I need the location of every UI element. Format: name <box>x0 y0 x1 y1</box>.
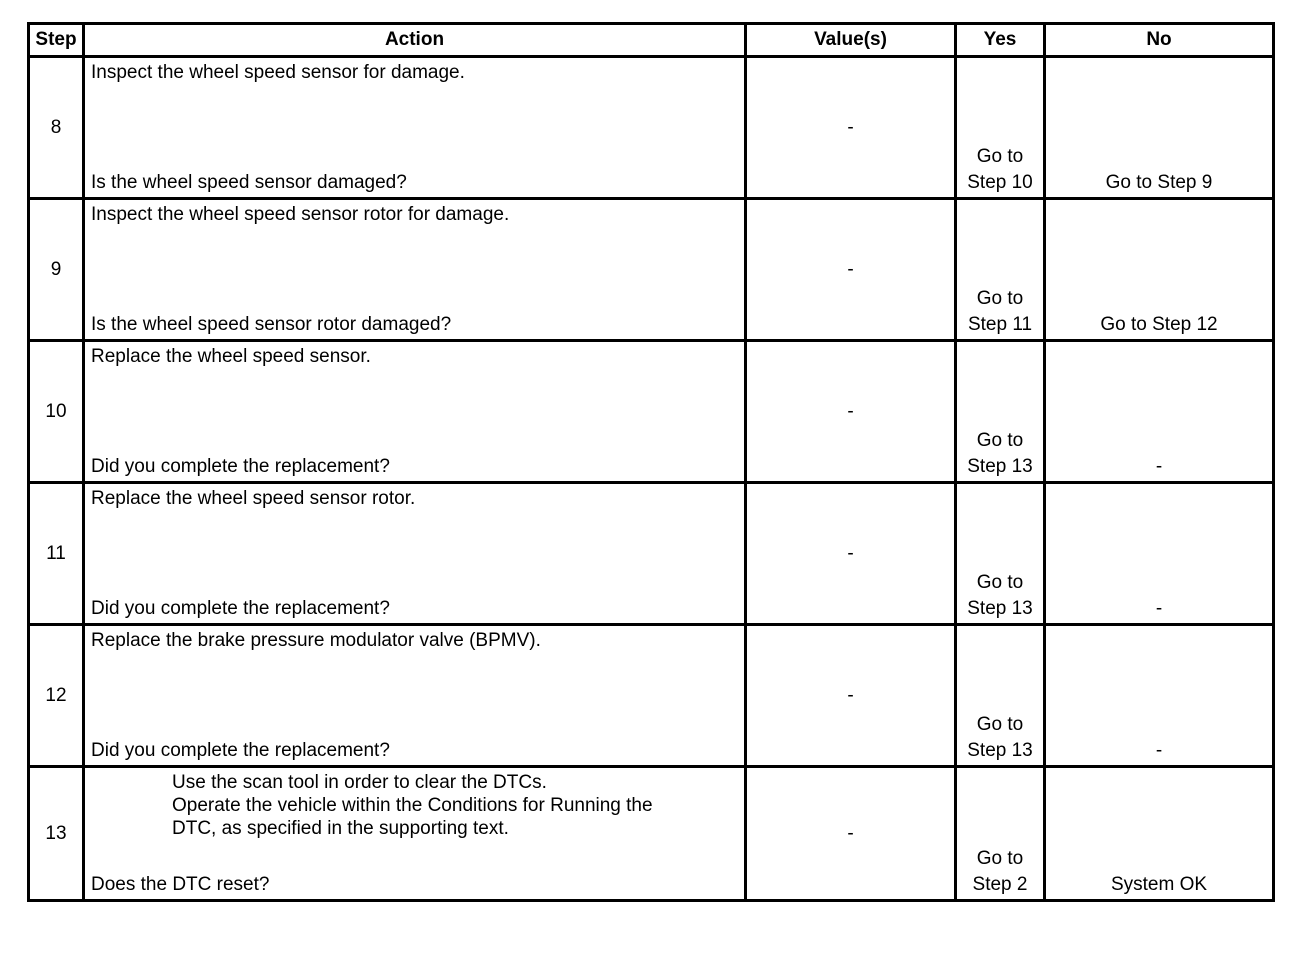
no-text: System OK <box>1110 874 1208 895</box>
yes-cell <box>956 483 1045 625</box>
value-cell: - <box>746 57 956 199</box>
no-cell <box>1045 57 1274 199</box>
table-row <box>29 767 1274 901</box>
value-cell: - <box>746 341 956 483</box>
step-number: 12 <box>29 625 84 767</box>
header-step: Step <box>29 24 84 57</box>
instruction-line: Use the scan tool in order to clear the DTCs. <box>172 772 547 793</box>
no-cell <box>1045 767 1274 901</box>
yes-line1: Go to <box>976 714 1024 735</box>
action-question: Does the DTC reset? <box>91 874 270 895</box>
no-text: - <box>1155 598 1163 619</box>
value-cell: - <box>746 625 956 767</box>
no-text: Go to Step 12 <box>1100 314 1218 335</box>
diagnostic-table <box>27 22 1275 902</box>
yes-line1: Go to <box>976 146 1024 167</box>
step-number: 10 <box>29 341 84 483</box>
action-cell <box>84 341 746 483</box>
yes-line1: Go to <box>976 430 1024 451</box>
table-row <box>29 57 1274 199</box>
step-number: 8 <box>29 57 84 199</box>
no-text: - <box>1155 456 1163 477</box>
table-row <box>29 625 1274 767</box>
yes-cell <box>956 341 1045 483</box>
yes-line1: Go to <box>976 572 1024 593</box>
action-question: Did you complete the replacement? <box>91 456 390 477</box>
action-question: Is the wheel speed sensor rotor damaged? <box>91 314 452 335</box>
no-cell <box>1045 483 1274 625</box>
action-cell <box>84 199 746 341</box>
step-number: 11 <box>29 483 84 625</box>
action-instruction: Replace the wheel speed sensor rotor. <box>91 488 416 509</box>
table-row <box>29 199 1274 341</box>
action-instruction: Replace the brake pressure modulator valve (BPMV). <box>91 630 541 651</box>
table-row <box>29 483 1274 625</box>
step-number: 13 <box>29 767 84 901</box>
no-cell <box>1045 199 1274 341</box>
step-number: 9 <box>29 199 84 341</box>
no-text: Go to Step 9 <box>1105 172 1213 193</box>
header-values: Value(s) <box>746 24 956 57</box>
yes-line2: Step 13 <box>967 456 1033 477</box>
yes-line1: Go to <box>976 288 1024 309</box>
header-no: No <box>1045 24 1274 57</box>
no-cell <box>1045 625 1274 767</box>
action-cell <box>84 767 746 901</box>
yes-line1: Go to <box>976 848 1024 869</box>
header-action: Action <box>84 24 746 57</box>
yes-line2: Step 11 <box>967 314 1033 335</box>
header-yes: Yes <box>956 24 1045 57</box>
action-instruction <box>172 771 738 840</box>
action-question: Did you complete the replacement? <box>91 598 390 619</box>
action-cell <box>84 57 746 199</box>
action-cell <box>84 483 746 625</box>
value-cell: - <box>746 767 956 901</box>
yes-cell <box>956 767 1045 901</box>
yes-cell <box>956 625 1045 767</box>
value-cell: - <box>746 483 956 625</box>
header-row <box>29 24 1274 57</box>
yes-line2: Step 2 <box>972 874 1028 895</box>
no-cell <box>1045 341 1274 483</box>
table-row <box>29 341 1274 483</box>
yes-line2: Step 13 <box>967 740 1033 761</box>
yes-cell <box>956 57 1045 199</box>
yes-line2: Step 13 <box>967 598 1033 619</box>
value-cell: - <box>746 199 956 341</box>
instruction-line: DTC, as specified in the supporting text. <box>172 818 509 839</box>
action-question: Did you complete the replacement? <box>91 740 390 761</box>
no-text: - <box>1155 740 1163 761</box>
instruction-line: Operate the vehicle within the Conditions for Running the <box>172 795 653 816</box>
yes-cell <box>956 199 1045 341</box>
action-question: Is the wheel speed sensor damaged? <box>91 172 407 193</box>
action-instruction: Replace the wheel speed sensor. <box>91 346 371 367</box>
action-cell <box>84 625 746 767</box>
yes-line2: Step 10 <box>967 172 1033 193</box>
action-instruction: Inspect the wheel speed sensor for damage. <box>91 62 465 83</box>
action-instruction: Inspect the wheel speed sensor rotor for damage. <box>91 204 510 225</box>
